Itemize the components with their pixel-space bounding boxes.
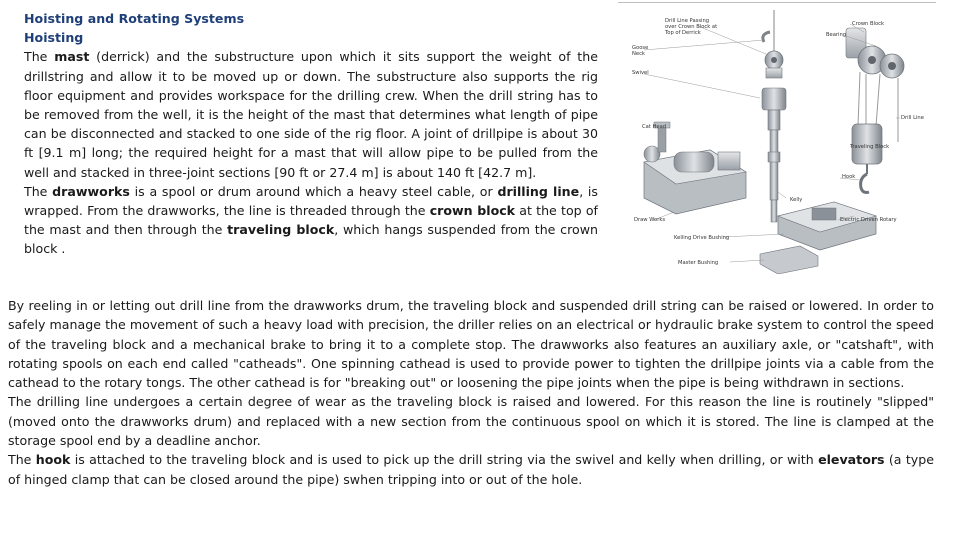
intro-text-block — [24, 9, 598, 259]
center-sheave — [765, 51, 783, 78]
text-run: The — [24, 183, 53, 199]
text-run: (a type of hinged clamp that can be closed around the pipe) swhen tripping into or out of the hole. — [8, 452, 934, 487]
term-mast: mast — [54, 49, 90, 65]
hook-paragraph — [8, 450, 934, 489]
text-run: at the top of the mast and then through the — [24, 203, 598, 238]
drawworks-paragraph — [24, 182, 598, 259]
term-drawworks: drawworks — [52, 183, 130, 199]
label-drill-line-passing-3: Top of Derrick — [665, 30, 701, 36]
label-cat-head: Cat Head — [642, 124, 667, 130]
label-goose: Goose — [632, 45, 649, 51]
text-run: (derrick) and the substructure upon which it sits support the weight of the drillstring and allow it to be moved up or down. The substructure also supports the rig floor equipment and provides workspace for the drilling crew. When the drill string has to be removed from the well, it is the height of the mast that determines what length of pipe can be disconnected and stacked to one side of the rig floor. A joint of drillpipe is about 30 ft [9.1 m] long; the required height for a mast that will allow pipe to be pulled from the well and stacked in three-joint sections [90 ft or 27.4 m] is about 140 ft [42.7 m]. — [24, 49, 598, 180]
label-drill-line-passing-2: over Crown Block at — [665, 24, 718, 30]
hoisting-system-illustration — [614, 2, 936, 274]
text-run: is attached to the traveling block and is used to pick up the drill string via the swivel and kelly when drilling, or with — [70, 452, 819, 468]
label-bearing: Bearing — [826, 32, 847, 38]
label-hook: Hook — [842, 174, 856, 180]
master-bushing-drawing — [760, 246, 818, 274]
detail-text-block — [8, 296, 934, 489]
draw-works-drawing — [644, 146, 746, 214]
text-run: , which hangs suspended from the crown block . — [24, 222, 598, 257]
drilling-line-wear-paragraph: The drilling line undergoes a certain degree of wear as the traveling block is raised and lowered. For this reason the line is routinely "slipped" (moved onto the drawworks drum) and replaced with a new section from the continuous spool on which it is stored. The line is clamped at the storage spool end by a deadline anchor. — [8, 394, 934, 449]
text-run: , is wrapped. From the drawworks, the line is threaded through the — [24, 183, 598, 219]
label-swivel: Swivel — [632, 70, 649, 76]
kelly-drawing — [768, 130, 780, 222]
label-kelly: Kelly — [790, 197, 803, 203]
hoisting-system-figure — [614, 2, 936, 274]
term-crown-block: crown block — [429, 203, 516, 219]
label-neck: Neck — [632, 51, 645, 57]
label-crown-block: Crown Block — [852, 21, 885, 27]
text-run: The — [24, 49, 55, 65]
label-drill-line-passing: Drill Line Passing — [665, 18, 710, 24]
traveling-block-drawing — [852, 124, 882, 193]
label-kelling-drive-bushing: Kelling Drive Bushing — [674, 235, 730, 241]
text-run: is a spool or drum around which a heavy steel cable, or — [129, 183, 498, 199]
label-electric-driven-rotary: Electric Driven Rotary — [840, 217, 897, 223]
rotary-table-drawing — [778, 202, 876, 250]
label-master-bushing: Master Bushing — [678, 260, 719, 266]
term-drilling-line: drilling line — [497, 183, 580, 199]
text-run: The — [8, 452, 36, 468]
label-drill-line: Drill Line — [901, 115, 924, 121]
label-draw-works: Draw Works — [634, 217, 666, 223]
crown-block-drawing — [846, 28, 904, 78]
term-traveling-block: traveling block — [227, 222, 335, 238]
reeling-paragraph: By reeling in or letting out drill line from the drawworks drum, the traveling block and suspended drill string can be raised or lowered. In order to safely manage the movement of such a heavy load with precision, the driller relies on an electrical or hydraulic brake system to control the speed of the traveling block and a mechanical brake to bring it to a complete stop. The drawworks also features an auxiliary axle, or "catshaft", with rotating spools on each end called "catheads". One spinning cathead is used to provide power to tighten the drillpipe joints via a cable from the cathead to the rotary tongs. The other cathead is for "breaking out" or loosening the pipe joints when the pipe is being withdrawn in sections. — [8, 298, 934, 391]
label-traveling-block: Traveling Block — [850, 144, 890, 150]
main-heading: Hoisting and Rotating Systems — [24, 11, 245, 26]
sub-heading: Hoisting — [24, 30, 84, 46]
term-hook: hook — [35, 452, 71, 468]
mast-paragraph — [24, 47, 598, 181]
term-elevators: elevators — [818, 452, 885, 468]
